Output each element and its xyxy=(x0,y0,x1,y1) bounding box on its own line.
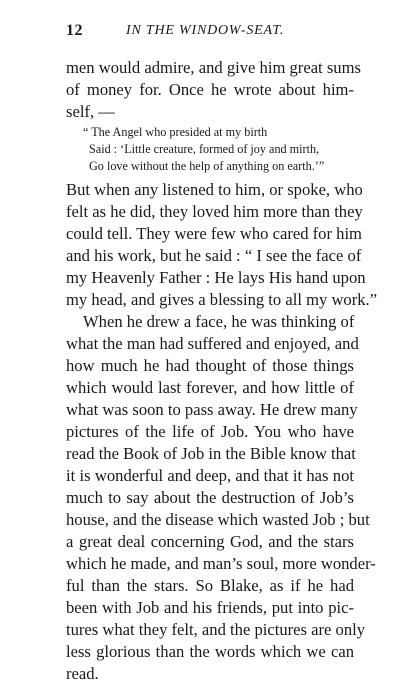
text-line: how much he had thought of those things xyxy=(66,356,354,375)
text-line: what was soon to pass away. He drew many xyxy=(66,400,358,419)
text-line: my Heavenly Father : He lays His hand upon xyxy=(66,268,366,287)
text-line: read the Book of Job in the Bible know that xyxy=(66,444,356,463)
text-line: been with Job and his friends, put into pic- xyxy=(66,598,354,617)
text-line: of money for. Once he wrote about him- xyxy=(66,80,354,99)
page-number: 12 xyxy=(66,22,83,39)
text-line: which would last forever, and how little of xyxy=(66,378,354,397)
text-line: men would admire, and give him great sums xyxy=(66,58,361,77)
text-line: less glorious than the words which we can xyxy=(66,642,354,661)
text-line: But when any listened to him, or spoke, who xyxy=(66,180,363,199)
quote-line: “ The Angel who presided at my birth xyxy=(83,125,268,139)
text-line: what the man had suffered and enjoyed, and xyxy=(66,334,359,353)
text-line: which he made, and man’s soul, more wonder- xyxy=(66,554,376,573)
text-line: ful than the stars. So Blake, as if he had xyxy=(66,576,354,595)
text-line: much to say about the destruction of Job’s xyxy=(66,488,354,507)
text-line: tures what they felt, and the pictures are only xyxy=(66,620,366,639)
text-line: self, — xyxy=(66,102,115,121)
text-line: pictures of the life of Job. You who have xyxy=(66,422,354,441)
text-line: could tell. They were few who cared for him xyxy=(66,224,362,243)
text-line: house, and the disease which wasted Job ; but xyxy=(66,510,370,529)
text-line: my head, and gives a blessing to all my work.” xyxy=(66,290,378,309)
text-line: read. xyxy=(66,664,99,683)
quote-line: Said : ‘Little creature, formed of joy and mirth, xyxy=(89,142,320,156)
text-line: and his work, but he said : “ I see the face of xyxy=(66,246,362,265)
text-line: When he drew a face, he was thinking of xyxy=(83,312,355,331)
running-title: IN THE WINDOW-SEAT. xyxy=(126,23,285,38)
text-line: it is wonderful and deep, and that it has not xyxy=(66,466,354,485)
page-header xyxy=(66,22,356,42)
quote-line: Go love without the help of anything on earth.’” xyxy=(89,159,325,173)
text-line: felt as he did, they loved him more than they xyxy=(66,202,363,221)
text-line: a great deal concerning God, and the stars xyxy=(66,532,354,551)
